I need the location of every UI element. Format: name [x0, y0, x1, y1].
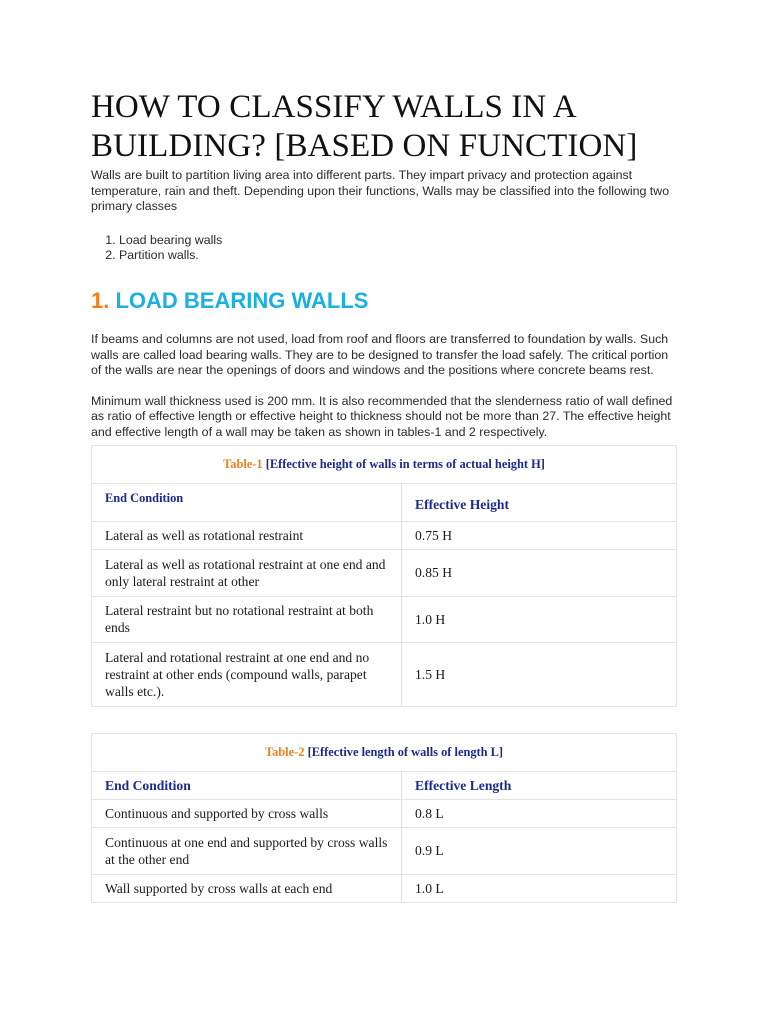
table-cell: Continuous and supported by cross walls — [92, 799, 402, 827]
section-paragraph: If beams and columns are not used, load from roof and floors are transferred to foundation by walls. Such walls are called load bearing walls. They are to be designed to transfer the load safely. The critical portion of the walls are near the openings of doors and windows and the positions where concrete beams rest. — [91, 331, 669, 378]
section-paragraph: Minimum wall thickness used is 200 mm. It is also recommended that the slenderness ratio of wall defined as ratio of effective length or effective height to thickness should not be more than 27. The effective height and effective length of a wall may be taken as shown in tables-1 and 2 respectively. — [91, 393, 673, 439]
section-number: 1. — [91, 287, 110, 313]
table-cell: Continuous at one end and supported by cross walls at the other end — [92, 827, 402, 874]
effective-length-table — [91, 733, 677, 903]
table-cell: Lateral and rotational restraint at one end and no restraint at other ends (compound walls, parapet walls etc.). — [92, 642, 402, 706]
table-cell: 1.0 H — [402, 596, 677, 642]
table-label: Table-2 — [264, 744, 305, 759]
table-header-row — [92, 483, 677, 521]
table-row — [92, 521, 677, 549]
table-caption-text: [Effective length of walls of length L] — [307, 744, 504, 759]
table-cell: Lateral as well as rotational restraint at one end and only lateral restraint at other — [92, 549, 402, 596]
table-cell: 0.8 L — [402, 799, 677, 827]
table-row — [92, 827, 677, 874]
table-caption — [92, 733, 677, 771]
table-row — [92, 642, 677, 706]
table-caption-row — [92, 733, 677, 771]
table-row — [92, 596, 677, 642]
table-cell: 1.0 L — [402, 874, 677, 902]
table-caption-text: [Effective height of walls in terms of actual height H] — [265, 456, 545, 471]
table-label: Table-1 — [223, 456, 263, 471]
column-header: Effective Length — [402, 771, 677, 799]
page-title: HOW TO CLASSIFY WALLS IN A BUILDING? [BASED ON FUNCTION] — [91, 89, 638, 164]
list-item: 1. Load bearing walls — [119, 233, 677, 249]
table-caption — [92, 445, 677, 483]
section-heading — [91, 288, 677, 314]
list-item: 2. Partition walls. — [119, 248, 677, 264]
table-cell: Wall supported by cross walls at each end — [92, 874, 402, 902]
table-cell: 1.5 H — [402, 642, 677, 706]
column-header: End Condition — [92, 483, 402, 521]
article — [91, 88, 677, 903]
intro-paragraph: Walls are built to partition living area into different parts. They impart privacy and protection against temperature, rain and theft. Depending upon their functions, Walls may be classified into the following two primary classes — [91, 168, 670, 214]
column-header: Effective Height — [402, 483, 677, 521]
table-cell: Lateral restraint but no rotational restraint at both ends — [92, 596, 402, 642]
section-title: LOAD BEARING WALLS — [115, 287, 369, 313]
table-cell: 0.85 H — [402, 549, 677, 596]
table-cell: 0.75 H — [402, 521, 677, 549]
wall-classes-list — [91, 233, 677, 264]
table-header-row — [92, 771, 677, 799]
table-row — [92, 549, 677, 596]
table-caption-row — [92, 445, 677, 483]
column-header: End Condition — [92, 771, 402, 799]
table-cell: 0.9 L — [402, 827, 677, 874]
table-row — [92, 799, 677, 827]
effective-height-table — [91, 445, 677, 707]
table-cell: Lateral as well as rotational restraint — [92, 521, 402, 549]
table-row — [92, 874, 677, 902]
